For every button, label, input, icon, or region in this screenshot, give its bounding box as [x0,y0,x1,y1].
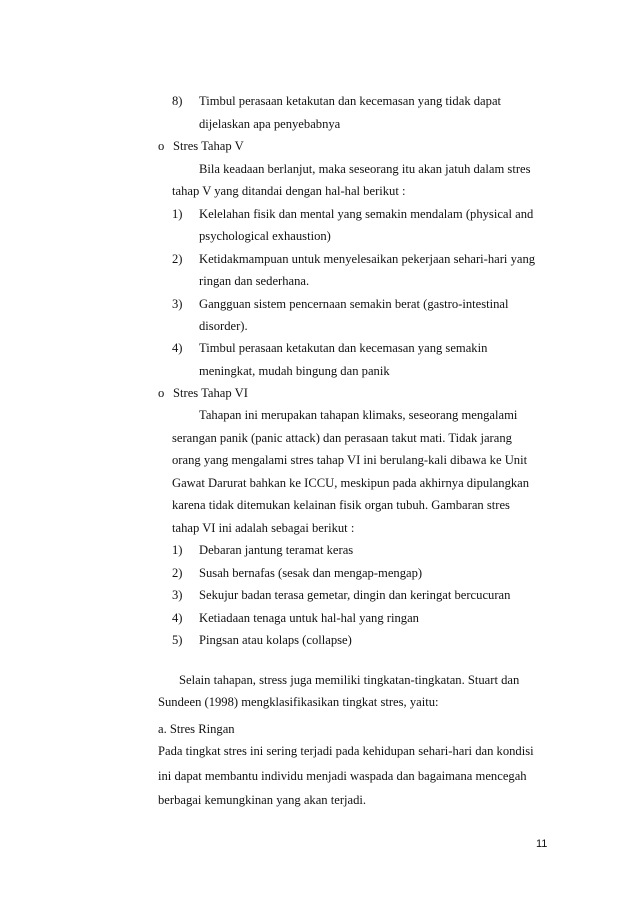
list-item [172,206,533,222]
list-number: 3) [172,297,183,311]
list-item-text: Timbul perasaan ketakutan dan kecemasan yang tidak dapat [199,94,502,108]
section-heading-text: Stres Tahap VI [173,386,248,400]
list-item-text: Debaran jantung teramat keras [199,543,354,557]
section-heading-text: Stres Tahap V [173,139,244,153]
list-item-text: Kelelahan fisik dan mental yang semakin mendalam (physical and [199,207,534,221]
paragraph-line: karena tidak ditemukan kelainan fisik organ tubuh. Gambaran stres [172,498,510,512]
list-item [172,296,509,312]
list-item [172,340,487,356]
section-heading [158,385,248,401]
list-number: 5) [172,633,183,647]
list-number: 1) [172,207,183,221]
list-item-text: Pingsan atau kolaps (collapse) [199,633,352,647]
bullet-icon: o [158,139,165,153]
paragraph-line: serangan panik (panic attack) dan perasaan takut mati. Tidak jarang [172,431,512,445]
paragraph-line: Gawat Darurat bahkan ke ICCU, meskipun pada akhirnya dipulangkan [172,476,530,490]
list-item-text: Sekujur badan terasa gemetar, dingin dan keringat bercucuran [199,588,511,602]
paragraph-line: Bila keadaan berlanjut, maka seseorang itu akan jatuh dalam stres [199,162,531,176]
list-item-text: Susah bernafas (sesak dan mengap-mengap) [199,566,423,580]
paragraph-line: berbagai kemungkinan yang akan terjadi. [158,793,367,807]
list-item-continuation: dijelaskan apa penyebabnya [199,117,341,131]
list-number: 4) [172,341,183,355]
paragraph-line: tahap VI ini adalah sebagai berikut : [172,521,355,535]
paragraph-line: Pada tingkat stres ini sering terjadi pada kehidupan sehari-hari dan kondisi [158,744,534,758]
list-item-continuation: ringan dan sederhana. [199,274,310,288]
list-number: 8) [172,94,183,108]
list-number: 1) [172,543,183,557]
list-item [172,542,353,558]
list-number: 2) [172,252,183,266]
list-item-text: Ketidakmampuan untuk menyelesaikan pekerjaan sehari-hari yang [199,252,536,266]
paragraph-line: tahap V yang ditandai dengan hal-hal berikut : [172,184,406,198]
list-item [172,565,422,581]
list-item-text: Ketiadaan tenaga untuk hal-hal yang ringan [199,611,419,625]
list-item [172,610,419,626]
list-item-text: Gangguan sistem pencernaan semakin berat (gastro-intestinal [199,297,509,311]
list-item [172,251,535,267]
paragraph-line: Selain tahapan, stress juga memiliki tingkatan-tingkatan. Stuart dan [179,673,520,687]
section-heading [158,138,244,154]
page-number: 11 [536,838,548,850]
list-item-text: Timbul perasaan ketakutan dan kecemasan yang semakin [199,341,488,355]
list-item-continuation: psychological exhaustion) [199,229,331,243]
list-item [172,93,501,109]
list-item [172,587,510,603]
bullet-icon: o [158,386,165,400]
paragraph-line: orang yang mengalami stres tahap VI ini berulang-kali dibawa ke Unit [172,453,528,467]
list-item-continuation: meningkat, mudah bingung dan panik [199,364,390,378]
list-item [172,632,352,648]
paragraph-line: Sundeen (1998) mengklasifikasikan tingkat stres, yaitu: [158,695,439,709]
subsection-heading: a. Stres Ringan [158,722,235,736]
list-number: 2) [172,566,183,580]
list-number: 3) [172,588,183,602]
paragraph-line: Tahapan ini merupakan tahapan klimaks, seseorang mengalami [199,408,518,422]
list-number: 4) [172,611,183,625]
list-item-continuation: disorder). [199,319,248,333]
paragraph-line: ini dapat membantu individu menjadi waspada dan bagaimana mencegah [158,769,527,783]
